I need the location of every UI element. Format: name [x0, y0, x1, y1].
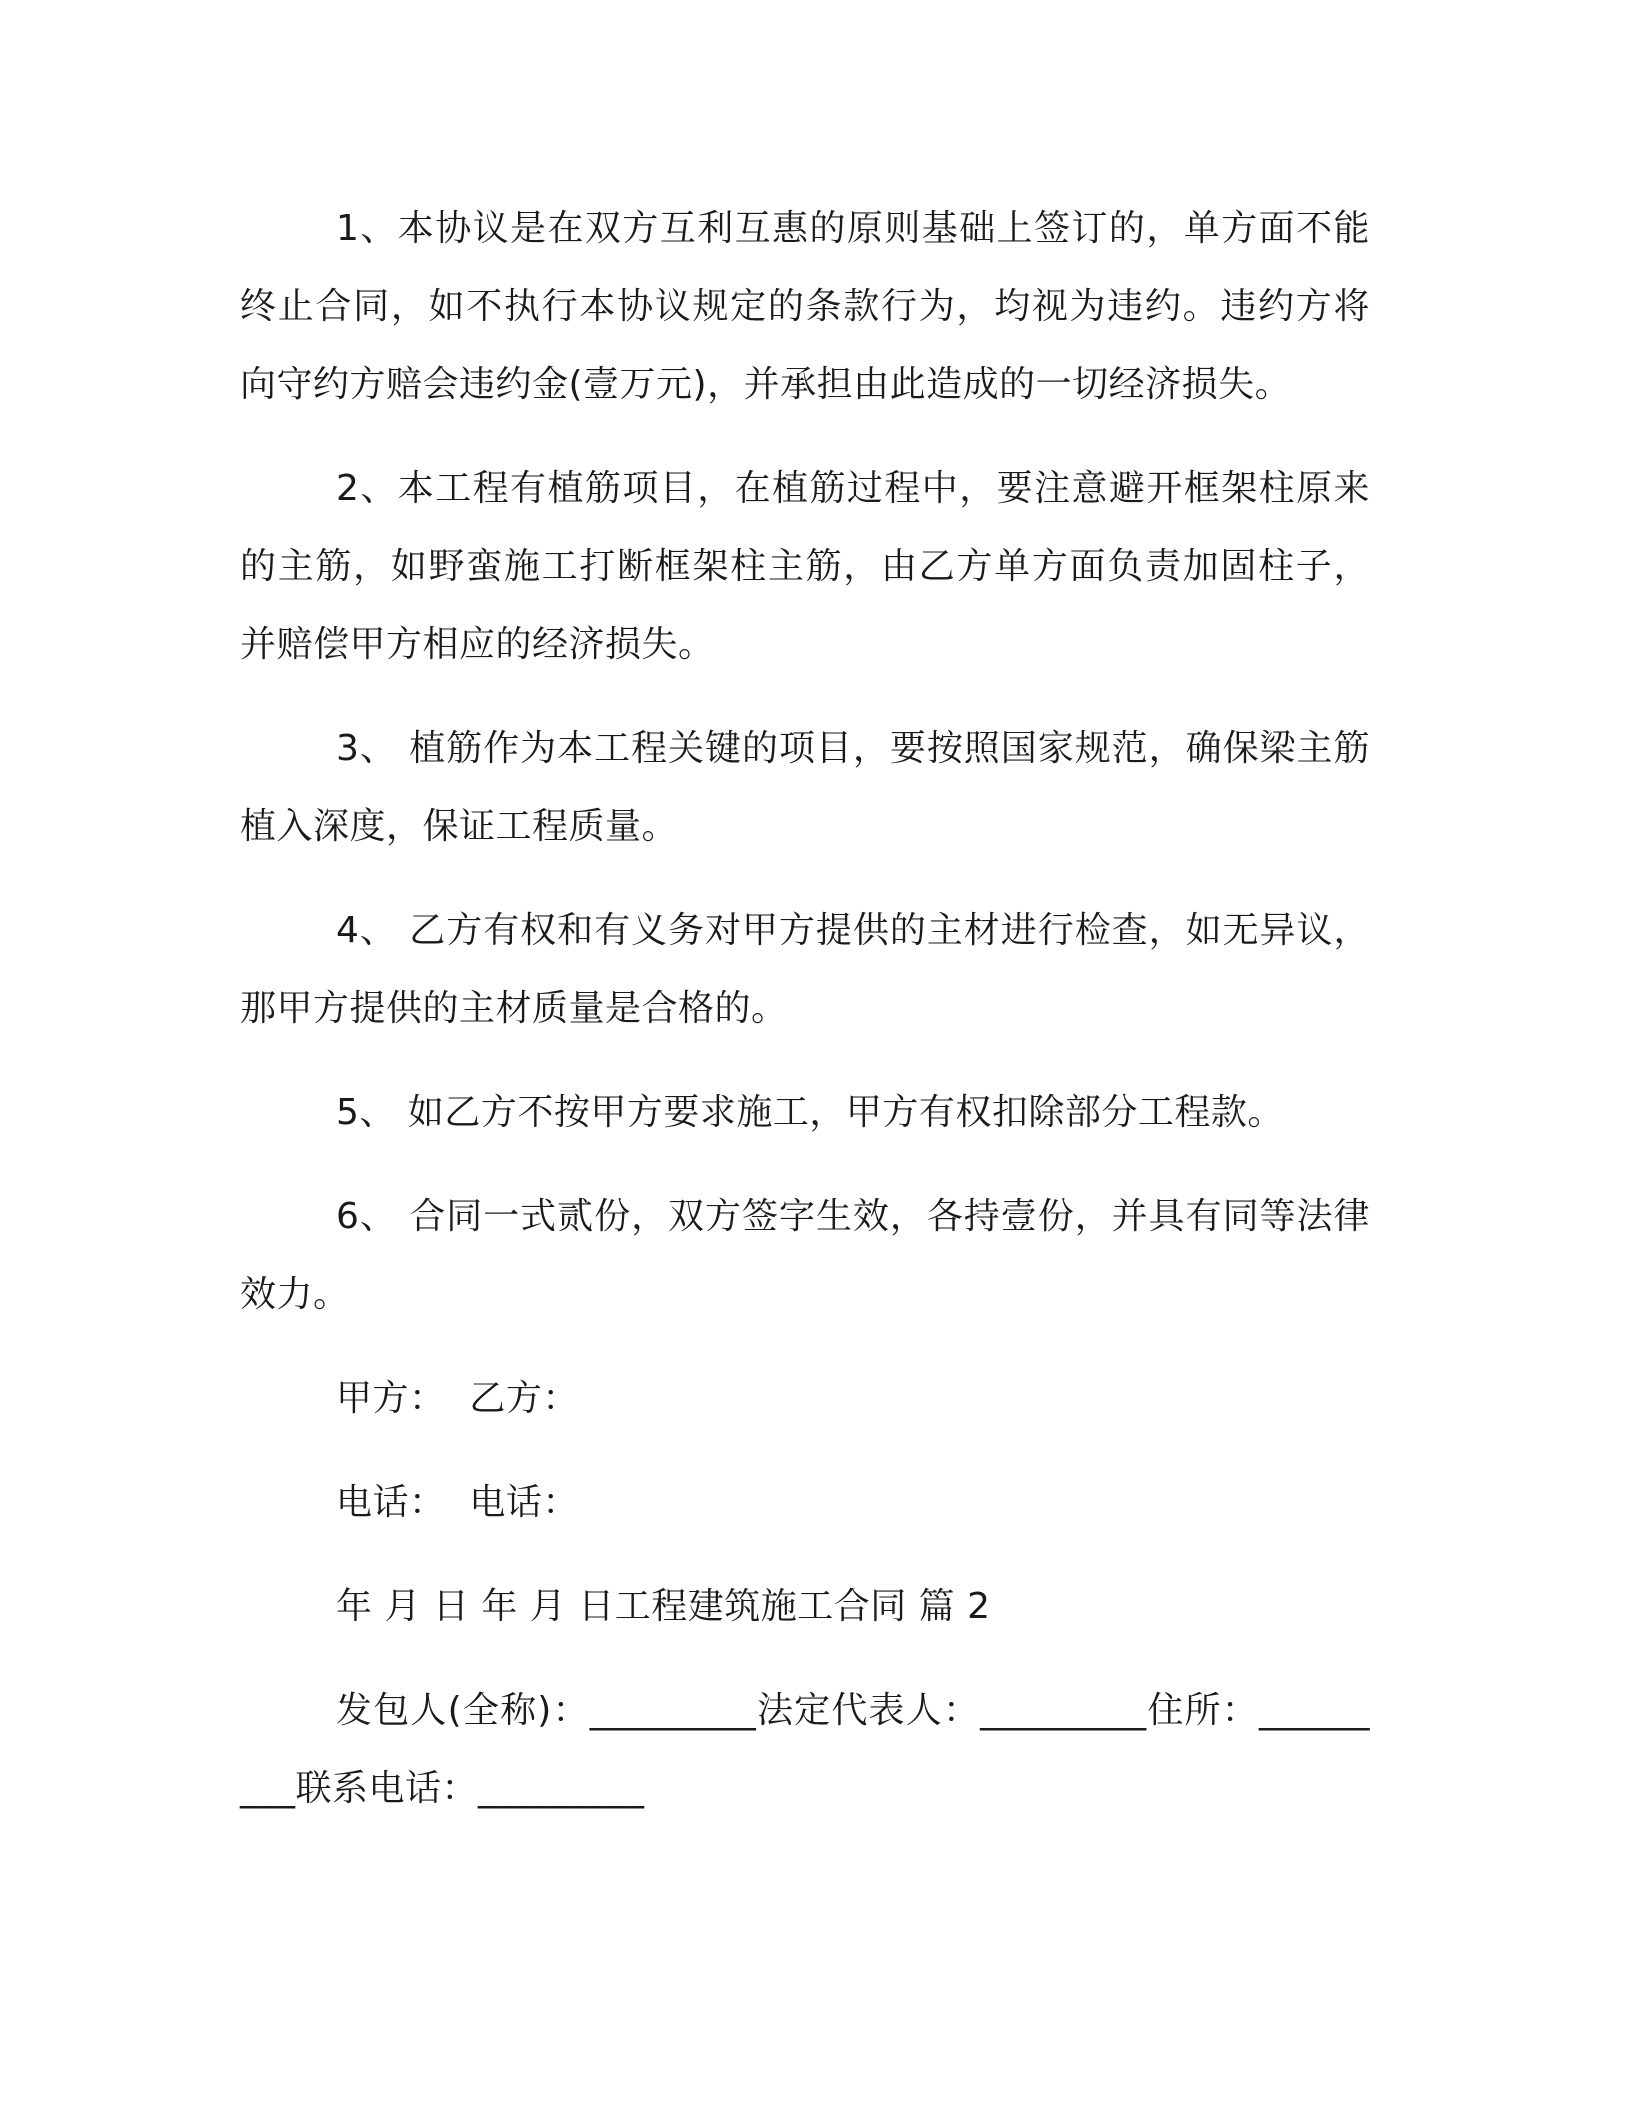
signature-line: 甲方： 乙方： [336, 1378, 579, 1419]
clause-2: 2、本工程有植筋项目，在植筋过程中，要注意避开框架柱原来的主筋，如野蛮施工打断框架柱主筋，由乙方单方面负责加固柱子，并赔偿甲方相应的经济损失。 [240, 468, 1370, 665]
document-body [240, 190, 1370, 1854]
contractor-info: 发包人(全称)：_________法定代表人：_________住所：_________联系电话：_________ [240, 1690, 1370, 1809]
clause-6: 6、 合同一式贰份，双方签字生效，各持壹份，并具有同等法律效力。 [240, 1196, 1370, 1315]
clause-5: 5、 如乙方不按甲方要求施工，甲方有权扣除部分工程款。 [336, 1092, 1284, 1133]
clause-1: 1、本协议是在双方互利互惠的原则基础上签订的，单方面不能终止合同，如不执行本协议规定的条款行为，均视为违约。违约方将向守约方赔会违约金(壹万元)，并承担由此造成的一切经济损失。 [240, 208, 1370, 405]
phone-line: 电话： 电话： [336, 1482, 579, 1523]
clause-3: 3、 植筋作为本工程关键的项目，要按照国家规范，确保梁主筋植入深度，保证工程质量。 [240, 728, 1370, 847]
clause-4: 4、 乙方有权和有义务对甲方提供的主材进行检查，如无异议，那甲方提供的主材质量是合格的。 [240, 910, 1370, 1029]
date-title-line: 年 月 日 年 月 日工程建筑施工合同 篇 2 [336, 1586, 991, 1627]
